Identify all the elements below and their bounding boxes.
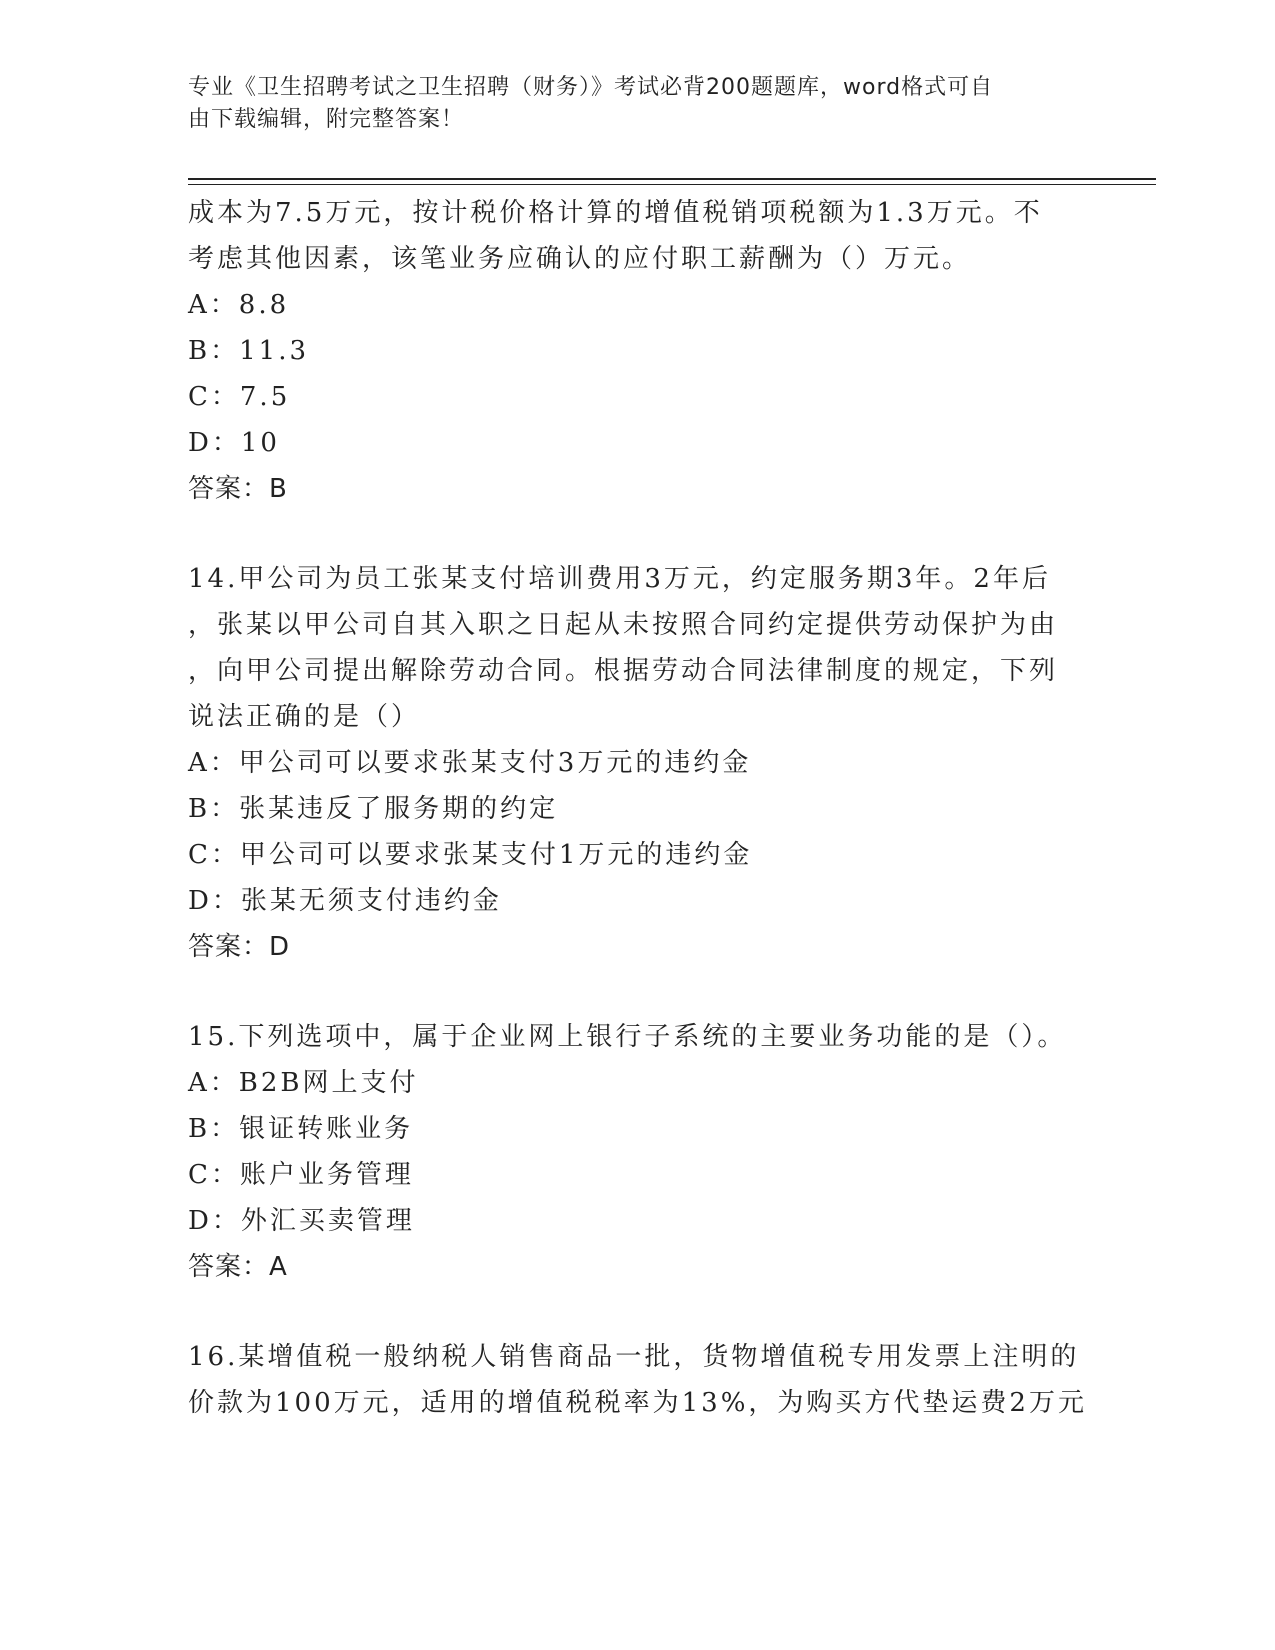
header-divider-thick: [188, 178, 1156, 180]
document-header: [188, 72, 1078, 136]
question-text-line: ，向甲公司提出解除劳动合同。根据劳动合同法律制度的规定，下列: [188, 656, 1059, 686]
question-text-line: 考虑其他因素，该笔业务应确认的应付职工薪酬为（）万元。: [188, 244, 972, 274]
question-14: [188, 556, 1088, 970]
header-divider-thin: [188, 184, 1156, 185]
question-16: [188, 1334, 1088, 1426]
option-b: B：11.3: [188, 336, 309, 366]
option-b: B：张某违反了服务期的约定: [188, 794, 559, 824]
question-text-line: 说法正确的是（）: [188, 702, 421, 732]
question-text-line: 15.下列选项中，属于企业网上银行子系统的主要业务功能的是（）。: [188, 1022, 1067, 1052]
question-text-line: 价款为100万元，适用的增值税税率为13%，为购买方代垫运费2万元: [188, 1388, 1087, 1418]
question-text-line: 16.某增值税一般纳税人销售商品一批，货物增值税专用发票上注明的: [188, 1342, 1080, 1372]
option-c: C：账户业务管理: [188, 1160, 414, 1190]
question-text-line: 14.甲公司为员工张某支付培训费用3万元，约定服务期3年。2年后: [188, 564, 1051, 594]
question-13: [188, 190, 1088, 512]
question-spacer: [188, 1290, 1088, 1334]
option-d: D：外汇买卖管理: [188, 1206, 415, 1236]
option-d: D：10: [188, 428, 280, 458]
option-a: A：8.8: [188, 290, 290, 320]
option-a: A：B2B网上支付: [188, 1068, 419, 1098]
option-a: A：甲公司可以要求张某支付3万元的违约金: [188, 748, 752, 778]
option-c: C：甲公司可以要求张某支付1万元的违约金: [188, 840, 753, 870]
question-text-line: 成本为7.5万元，按计税价格计算的增值税销项税额为1.3万元。不: [188, 198, 1043, 228]
question-spacer: [188, 970, 1088, 1014]
header-title-line-2: 由下载编辑，附完整答案！: [188, 107, 465, 132]
option-d: D：张某无须支付违约金: [188, 886, 502, 916]
answer-text: 答案：D: [188, 932, 291, 962]
answer-text: 答案：A: [188, 1252, 288, 1282]
question-spacer: [188, 512, 1088, 556]
question-text-line: ，张某以甲公司自其入职之日起从未按照合同约定提供劳动保护为由: [188, 610, 1059, 640]
question-15: [188, 1014, 1088, 1290]
document-body: [188, 190, 1088, 1426]
option-b: B：银证转账业务: [188, 1114, 414, 1144]
option-c: C：7.5: [188, 382, 291, 412]
header-title-line-1: 专业《卫生招聘考试之卫生招聘（财务）》考试必背200题题库，word格式可自: [188, 75, 994, 100]
answer-text: 答案：B: [188, 474, 288, 504]
